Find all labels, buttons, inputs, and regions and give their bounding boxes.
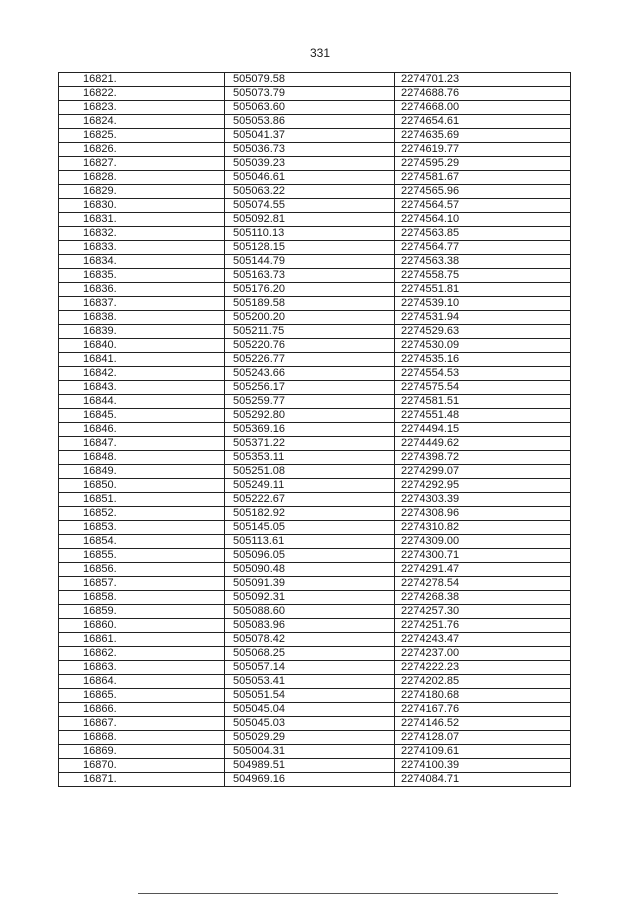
table-row xyxy=(59,171,571,185)
northing-cell: 2274539.10 xyxy=(395,297,571,311)
point-number-cell: 16850. xyxy=(59,479,225,493)
northing-cell: 2274310.82 xyxy=(395,521,571,535)
point-number-cell: 16869. xyxy=(59,745,225,759)
table-row xyxy=(59,577,571,591)
easting-cell: 505200.20 xyxy=(225,311,395,325)
easting-cell: 505243.66 xyxy=(225,367,395,381)
northing-cell: 2274243.47 xyxy=(395,633,571,647)
easting-cell: 505292.80 xyxy=(225,409,395,423)
table-row xyxy=(59,227,571,241)
point-number-cell: 16837. xyxy=(59,297,225,311)
point-number-cell: 16842. xyxy=(59,367,225,381)
easting-cell: 505051.54 xyxy=(225,689,395,703)
northing-cell: 2274531.94 xyxy=(395,311,571,325)
northing-cell: 2274701.23 xyxy=(395,73,571,87)
easting-cell: 505053.86 xyxy=(225,115,395,129)
easting-cell: 504969.16 xyxy=(225,773,395,787)
table-row xyxy=(59,311,571,325)
point-number-cell: 16868. xyxy=(59,731,225,745)
table-row xyxy=(59,773,571,787)
table-row xyxy=(59,479,571,493)
table-row xyxy=(59,451,571,465)
easting-cell: 505074.55 xyxy=(225,199,395,213)
easting-cell: 505144.79 xyxy=(225,255,395,269)
easting-cell: 505251.08 xyxy=(225,465,395,479)
table-row xyxy=(59,87,571,101)
table-row xyxy=(59,605,571,619)
northing-cell: 2274668.00 xyxy=(395,101,571,115)
table-row xyxy=(59,115,571,129)
coordinates-table xyxy=(58,72,571,787)
easting-cell: 505057.14 xyxy=(225,661,395,675)
easting-cell: 505189.58 xyxy=(225,297,395,311)
northing-cell: 2274084.71 xyxy=(395,773,571,787)
northing-cell: 2274268.38 xyxy=(395,591,571,605)
table-row xyxy=(59,157,571,171)
northing-cell: 2274551.81 xyxy=(395,283,571,297)
table-row xyxy=(59,367,571,381)
easting-cell: 505036.73 xyxy=(225,143,395,157)
northing-cell: 2274278.54 xyxy=(395,577,571,591)
easting-cell: 505113.61 xyxy=(225,535,395,549)
easting-cell: 505091.39 xyxy=(225,577,395,591)
coordinates-table-container xyxy=(58,72,570,787)
northing-cell: 2274564.57 xyxy=(395,199,571,213)
easting-cell: 505259.77 xyxy=(225,395,395,409)
table-row xyxy=(59,731,571,745)
northing-cell: 2274303.39 xyxy=(395,493,571,507)
northing-cell: 2274109.61 xyxy=(395,745,571,759)
point-number-cell: 16855. xyxy=(59,549,225,563)
point-number-cell: 16861. xyxy=(59,633,225,647)
easting-cell: 505092.81 xyxy=(225,213,395,227)
northing-cell: 2274581.51 xyxy=(395,395,571,409)
table-row xyxy=(59,339,571,353)
table-row xyxy=(59,465,571,479)
easting-cell: 505211.75 xyxy=(225,325,395,339)
point-number-cell: 16864. xyxy=(59,675,225,689)
northing-cell: 2274563.85 xyxy=(395,227,571,241)
point-number-cell: 16853. xyxy=(59,521,225,535)
table-row xyxy=(59,213,571,227)
point-number-cell: 16865. xyxy=(59,689,225,703)
table-row xyxy=(59,493,571,507)
table-row xyxy=(59,395,571,409)
point-number-cell: 16830. xyxy=(59,199,225,213)
point-number-cell: 16848. xyxy=(59,451,225,465)
table-row xyxy=(59,591,571,605)
easting-cell: 505249.11 xyxy=(225,479,395,493)
easting-cell: 505041.37 xyxy=(225,129,395,143)
easting-cell: 505226.77 xyxy=(225,353,395,367)
northing-cell: 2274180.68 xyxy=(395,689,571,703)
point-number-cell: 16832. xyxy=(59,227,225,241)
easting-cell: 505045.04 xyxy=(225,703,395,717)
table-row xyxy=(59,353,571,367)
northing-cell: 2274398.72 xyxy=(395,451,571,465)
table-row xyxy=(59,563,571,577)
northing-cell: 2274237.00 xyxy=(395,647,571,661)
easting-cell: 505092.31 xyxy=(225,591,395,605)
point-number-cell: 16859. xyxy=(59,605,225,619)
table-row xyxy=(59,661,571,675)
easting-cell: 505083.96 xyxy=(225,619,395,633)
northing-cell: 2274619.77 xyxy=(395,143,571,157)
easting-cell: 505063.60 xyxy=(225,101,395,115)
northing-cell: 2274535.16 xyxy=(395,353,571,367)
point-number-cell: 16836. xyxy=(59,283,225,297)
northing-cell: 2274565.96 xyxy=(395,185,571,199)
northing-cell: 2274222.23 xyxy=(395,661,571,675)
easting-cell: 505128.15 xyxy=(225,241,395,255)
bottom-rule xyxy=(138,893,558,894)
northing-cell: 2274581.67 xyxy=(395,171,571,185)
northing-cell: 2274292.95 xyxy=(395,479,571,493)
point-number-cell: 16827. xyxy=(59,157,225,171)
table-row xyxy=(59,73,571,87)
northing-cell: 2274635.69 xyxy=(395,129,571,143)
northing-cell: 2274558.75 xyxy=(395,269,571,283)
coordinates-table-body xyxy=(59,73,571,787)
easting-cell: 505353.11 xyxy=(225,451,395,465)
point-number-cell: 16829. xyxy=(59,185,225,199)
easting-cell: 505163.73 xyxy=(225,269,395,283)
point-number-cell: 16821. xyxy=(59,73,225,87)
easting-cell: 505096.05 xyxy=(225,549,395,563)
northing-cell: 2274299.07 xyxy=(395,465,571,479)
table-row xyxy=(59,143,571,157)
easting-cell: 505145.05 xyxy=(225,521,395,535)
easting-cell: 505222.67 xyxy=(225,493,395,507)
point-number-cell: 16835. xyxy=(59,269,225,283)
northing-cell: 2274554.53 xyxy=(395,367,571,381)
table-row xyxy=(59,535,571,549)
easting-cell: 505371.22 xyxy=(225,437,395,451)
northing-cell: 2274564.77 xyxy=(395,241,571,255)
point-number-cell: 16857. xyxy=(59,577,225,591)
point-number-cell: 16862. xyxy=(59,647,225,661)
point-number-cell: 16833. xyxy=(59,241,225,255)
northing-cell: 2274654.61 xyxy=(395,115,571,129)
table-row xyxy=(59,703,571,717)
point-number-cell: 16871. xyxy=(59,773,225,787)
northing-cell: 2274146.52 xyxy=(395,717,571,731)
point-number-cell: 16828. xyxy=(59,171,225,185)
easting-cell: 505256.17 xyxy=(225,381,395,395)
northing-cell: 2274564.10 xyxy=(395,213,571,227)
northing-cell: 2274300.71 xyxy=(395,549,571,563)
table-row xyxy=(59,507,571,521)
point-number-cell: 16858. xyxy=(59,591,225,605)
point-number-cell: 16847. xyxy=(59,437,225,451)
table-row xyxy=(59,717,571,731)
table-row xyxy=(59,325,571,339)
point-number-cell: 16846. xyxy=(59,423,225,437)
point-number-cell: 16839. xyxy=(59,325,225,339)
table-row xyxy=(59,269,571,283)
easting-cell: 505029.29 xyxy=(225,731,395,745)
northing-cell: 2274100.39 xyxy=(395,759,571,773)
table-row xyxy=(59,745,571,759)
easting-cell: 505220.76 xyxy=(225,339,395,353)
easting-cell: 505073.79 xyxy=(225,87,395,101)
point-number-cell: 16854. xyxy=(59,535,225,549)
northing-cell: 2274595.29 xyxy=(395,157,571,171)
northing-cell: 2274494.15 xyxy=(395,423,571,437)
table-row xyxy=(59,675,571,689)
easting-cell: 505110.13 xyxy=(225,227,395,241)
table-row xyxy=(59,255,571,269)
northing-cell: 2274251.76 xyxy=(395,619,571,633)
northing-cell: 2274563.38 xyxy=(395,255,571,269)
easting-cell: 505090.48 xyxy=(225,563,395,577)
point-number-cell: 16822. xyxy=(59,87,225,101)
point-number-cell: 16866. xyxy=(59,703,225,717)
table-row xyxy=(59,241,571,255)
table-row xyxy=(59,129,571,143)
easting-cell: 505176.20 xyxy=(225,283,395,297)
point-number-cell: 16849. xyxy=(59,465,225,479)
table-row xyxy=(59,759,571,773)
easting-cell: 505045.03 xyxy=(225,717,395,731)
table-row xyxy=(59,633,571,647)
point-number-cell: 16840. xyxy=(59,339,225,353)
table-row xyxy=(59,521,571,535)
point-number-cell: 16860. xyxy=(59,619,225,633)
point-number-cell: 16834. xyxy=(59,255,225,269)
point-number-cell: 16838. xyxy=(59,311,225,325)
point-number-cell: 16831. xyxy=(59,213,225,227)
northing-cell: 2274551.48 xyxy=(395,409,571,423)
point-number-cell: 16825. xyxy=(59,129,225,143)
point-number-cell: 16863. xyxy=(59,661,225,675)
point-number-cell: 16826. xyxy=(59,143,225,157)
easting-cell: 505369.16 xyxy=(225,423,395,437)
point-number-cell: 16841. xyxy=(59,353,225,367)
point-number-cell: 16823. xyxy=(59,101,225,115)
northing-cell: 2274688.76 xyxy=(395,87,571,101)
table-row xyxy=(59,647,571,661)
point-number-cell: 16856. xyxy=(59,563,225,577)
point-number-cell: 16843. xyxy=(59,381,225,395)
table-row xyxy=(59,423,571,437)
northing-cell: 2274530.09 xyxy=(395,339,571,353)
table-row xyxy=(59,283,571,297)
easting-cell: 504989.51 xyxy=(225,759,395,773)
easting-cell: 505079.58 xyxy=(225,73,395,87)
northing-cell: 2274575.54 xyxy=(395,381,571,395)
northing-cell: 2274202.85 xyxy=(395,675,571,689)
table-row xyxy=(59,619,571,633)
easting-cell: 505039.23 xyxy=(225,157,395,171)
northing-cell: 2274291.47 xyxy=(395,563,571,577)
table-row xyxy=(59,199,571,213)
table-row xyxy=(59,381,571,395)
point-number-cell: 16870. xyxy=(59,759,225,773)
point-number-cell: 16867. xyxy=(59,717,225,731)
easting-cell: 505088.60 xyxy=(225,605,395,619)
table-row xyxy=(59,437,571,451)
table-row xyxy=(59,409,571,423)
point-number-cell: 16851. xyxy=(59,493,225,507)
point-number-cell: 16824. xyxy=(59,115,225,129)
page-number: 331 xyxy=(309,46,331,60)
northing-cell: 2274529.63 xyxy=(395,325,571,339)
easting-cell: 505053.41 xyxy=(225,675,395,689)
easting-cell: 505004.31 xyxy=(225,745,395,759)
table-row xyxy=(59,549,571,563)
table-row xyxy=(59,689,571,703)
easting-cell: 505068.25 xyxy=(225,647,395,661)
northing-cell: 2274167.76 xyxy=(395,703,571,717)
northing-cell: 2274309.00 xyxy=(395,535,571,549)
table-row xyxy=(59,185,571,199)
table-row xyxy=(59,297,571,311)
point-number-cell: 16844. xyxy=(59,395,225,409)
northing-cell: 2274257.30 xyxy=(395,605,571,619)
easting-cell: 505046.61 xyxy=(225,171,395,185)
northing-cell: 2274449.62 xyxy=(395,437,571,451)
table-row xyxy=(59,101,571,115)
easting-cell: 505182.92 xyxy=(225,507,395,521)
point-number-cell: 16852. xyxy=(59,507,225,521)
easting-cell: 505078.42 xyxy=(225,633,395,647)
point-number-cell: 16845. xyxy=(59,409,225,423)
northing-cell: 2274128.07 xyxy=(395,731,571,745)
northing-cell: 2274308.96 xyxy=(395,507,571,521)
easting-cell: 505063.22 xyxy=(225,185,395,199)
